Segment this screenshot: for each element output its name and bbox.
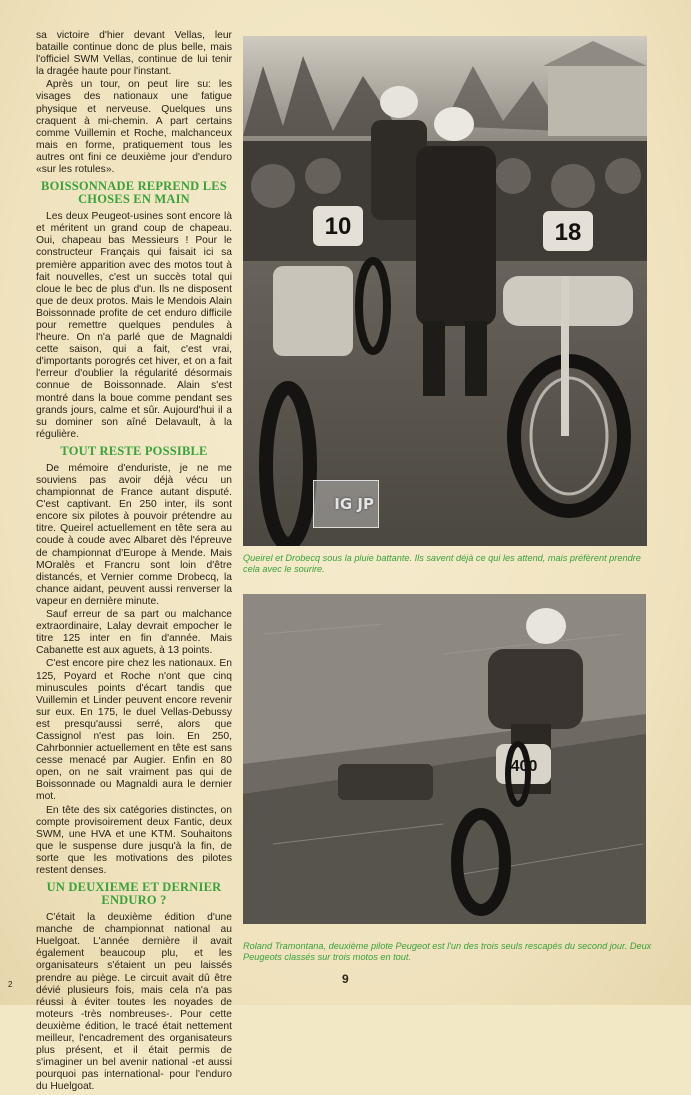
section-paragraph: C'est encore pire chez les nationaux. En 125, Poyard et Roche n'ont que cinq minuscules points d'écart tandis que Vuillemin et Linder peuvent encore revenir sur eux. En 175, le duel Vellas-Debussy est presqu'aussi serré, alors que Cassignol n'est pas loin. En 250, Cahrbonnier actuellement en tête est sans cesse menacé par Augier. Enfin en 80 open, on ne sait vraiment pas qui de Boissonnade ou Magnaldi aura le dernier mot. <box>36 658 232 803</box>
photo-rider-in-mud <box>243 594 646 924</box>
photo-illustration <box>243 594 646 924</box>
section-heading-tout-reste-possible: TOUT RESTE POSSIBLE <box>60 443 208 458</box>
photo-riders-in-rain <box>243 36 647 546</box>
photo-caption-bottom: Roland Tramontana, deuxième pilote Peugeot est l'un des trois seuls rescapés du second jour. Deux Peugeots classés sur trois motos en tout. <box>243 941 652 962</box>
bib-number-left: 10 <box>324 213 352 240</box>
photo-illustration <box>243 36 647 546</box>
intro-paragraph-1: sa victoire d'hier devant Vellas, leur bataille continue donc de plus belle, mais l'officiel SWM Vellas, continue de lui tenir la dragée haute pour l'instant. <box>36 30 232 78</box>
article-column <box>36 30 232 1095</box>
watermark-logo <box>313 480 379 528</box>
photo-caption-top: Queirel et Drobecq sous la pluie battante. Ils savent déjà ce qui les attend, mais préfèrent prendre cela avec le sourire. <box>243 553 641 574</box>
section-paragraph: Sauf erreur de sa part ou malchance extraordinaire, Lalay devrait empocher le titre 125 inter en fin d'année. Mais Cabanette est aux aguets, à 13 points. <box>36 609 232 657</box>
watermark-text: IG JP <box>334 494 374 513</box>
bib-number: 400 <box>510 758 538 775</box>
section-paragraph: De mémoire d'enduriste, je ne me souviens pas avoir déjà vécu un championnat de France autant disputé. C'est captivant. En 250 inter, ils sont encore six pilotes à pouvoir prétendre au titre. Queirel actuellement en tête sera au coude à coude avec Albaret dès l'épreuve de championnat d'Europe à Mende. Mais MOralès et Francru sont loin d'être distancés, et Vernier comme Drobecq, la chance aidant, peuvent aussi renverser la vapeur en dernière minute. <box>36 462 232 607</box>
bib-number-right: 18 <box>554 219 582 246</box>
section-heading-dernier-enduro: UN DEUXIEME ET DERNIER ENDURO ? <box>46 880 222 908</box>
section-paragraph: Les deux Peugeot-usines sont encore là et méritent un grand coup de chapeau. Oui, chapeau bas Messieurs ! Pour le constructeur Français qui faisait ici sa première apparition avec des motos tout à fait nouvelles, c'est un succès total qui cloue le bec de plus d'un. Ils ne disposent que de deux protos. Mais le Mendois Alain Boissonnade profite de cet enduro difficile pour remettre quelques pendules à l'heure. On n'a parlé que de Magnaldi cette saison, qui a fait, c'est vrai, d'importants porogrés cet hiver, et on a fait l'erreur d'oublier la régularité désormais connue de Boissonnade. Alain s'est montré dans la boue comme pendant ses grands jours, calme et sûr. Aujourd'hui il a su dominer son aîné Delavault, à la régulière. <box>36 211 232 440</box>
page-number: 9 <box>342 972 349 986</box>
section-paragraph: En tête des six catégories distinctes, on compte provisoirement deux Fantic, deux SWM, une HVA et une KTM. Souhaitons que le suspense dure jusqu'à la fin, de sorte que les motivations des pilotes restent denses. <box>36 804 232 876</box>
section-paragraph: C'était la deuxième édition d'une manche de championnat national au Huelgoat. L'année dernière il avait également beaucoup plu, et les organisateurs s'étaient un peu laissés prendre au piège. Le circuit avait dû être dévié plusieurs fois, mais cela n'a pas réussi à éviter toutes les noyades de moteurs -très nombreuses-. Pour cette deuxième édition, le tracé était nettement meilleur, l'encadrement des organisateurs plus présent, et il était permis de s'imaginer un bel avenir national -et aussi pourquoi pas international- pour l'enduro du Huelgoat. <box>36 912 232 1093</box>
intro-paragraph-2: Après un tour, on peut lire su: les visages des nationaux une fatigue physique et nerveuse. Quelques uns craquent à mi-chemin. A part certains comme Vuillemin et Roche, malchanceux mais en forme, pratiquement tous les autres ont fini ce deuxième jour d'enduro «sur les rotules». <box>36 79 232 176</box>
margin-number: 2 <box>8 980 13 989</box>
section-heading-boissonnade: BOISSONNADE REPREND LES CHOSES EN MAIN <box>41 179 227 207</box>
